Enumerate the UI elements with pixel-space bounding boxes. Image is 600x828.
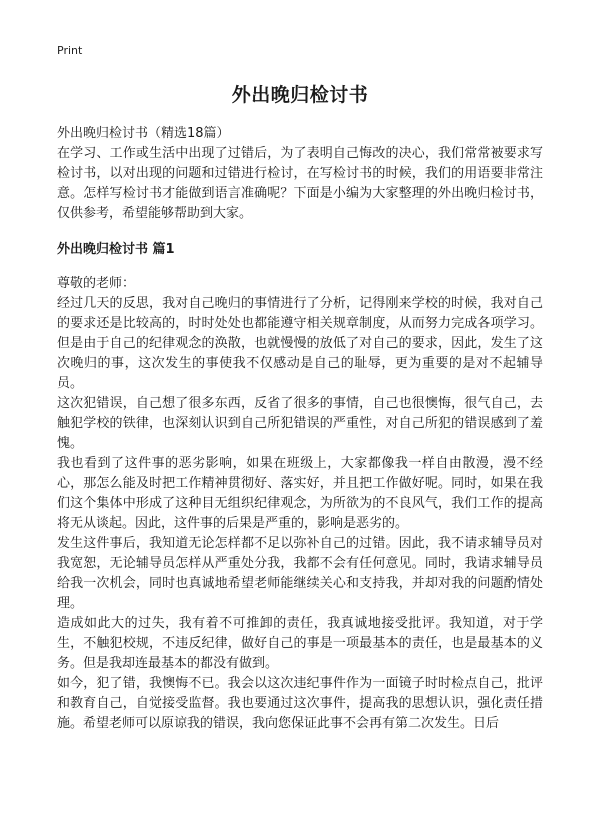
body-paragraph: 这次犯错误，自己想了很多东西，反省了很多的事情，自己也很懊悔，很气自己，去触犯学校的铁律，也深刻认识到自己所犯错误的严重性，对自己所犯的错误感到了羞愧。 (57, 396, 543, 451)
page-title: 外出晚归检讨书 (231, 84, 369, 106)
document-subtitle: 外出晚归检讨书（精选18篇） (57, 126, 230, 141)
body-paragraph: 我也看到了这件事的恶劣影响，如果在班级上，大家都像我一样自由散漫，漫不经心，那怎么能及时把工作精神贯彻好、落实好，并且把工作做好呢。同时，如果在我们这个集体中形成了这种目无组织纪律观念，为所欲为的不良风气，我们工作的提高将无从谈起。因此，这件事的后果是严重的，影响是恶劣的。 (57, 456, 543, 531)
body-paragraph: 发生这件事后，我知道无论怎样都不足以弥补自己的过错。因此，我不请求辅导员对我宽恕，无论辅导员怎样从严重处分我，我都不会有任何意见。同时，我请求辅导员给我一次机会，同时也真诚地希望老师能继续关心和支持我，并却对我的问题酌情处理。 (57, 536, 543, 611)
intro-paragraph: 在学习、工作或生活中出现了过错后，为了表明自己悔改的决心，我们常常被要求写检讨书，以对出现的问题和过错进行检讨，在写检讨书的时候，我们的用语要非常注意。怎样写检讨书才能做到语言准确呢？下面是小编为大家整理的外出晚归检讨书，仅供参考，希望能够帮助到大家。 (57, 146, 543, 221)
salutation: 尊敬的老师： (57, 276, 136, 291)
print-link[interactable]: Print (57, 44, 83, 57)
body-paragraph: 造成如此大的过失，我有着不可推卸的责任，我真诚地接受批评。我知道，对于学生，不触犯校规，不违反纪律，做好自己的事是一项最基本的责任，也是最基本的义务。但是我却连最基本的都没有做到。 (57, 616, 543, 671)
body-paragraph: 如今，犯了错，我懊悔不已。我会以这次违纪事件作为一面镜子时时检点自己，批评和教育自己，自觉接受监督。我也要通过这次事件，提高我的思想认识，强化责任措施。希望老师可以原谅我的错误，我向您保证此事不会再有第二次发生。日后 (57, 676, 543, 731)
body-paragraph: 经过几天的反思，我对自己晚归的事情进行了分析，记得刚来学校的时候，我对自己的要求还是比较高的，时时处处也都能遵守相关规章制度，从而努力完成各项学习。但是由于自己的纪律观念的涣散，也就慢慢的放低了对自己的要求，因此，发生了这次晚归的事，这次发生的事使我不仅感动是自己的耻辱，更为重要的是对不起辅导员。 (57, 296, 543, 391)
section-heading: 外出晚归检讨书 篇1 (57, 242, 175, 257)
